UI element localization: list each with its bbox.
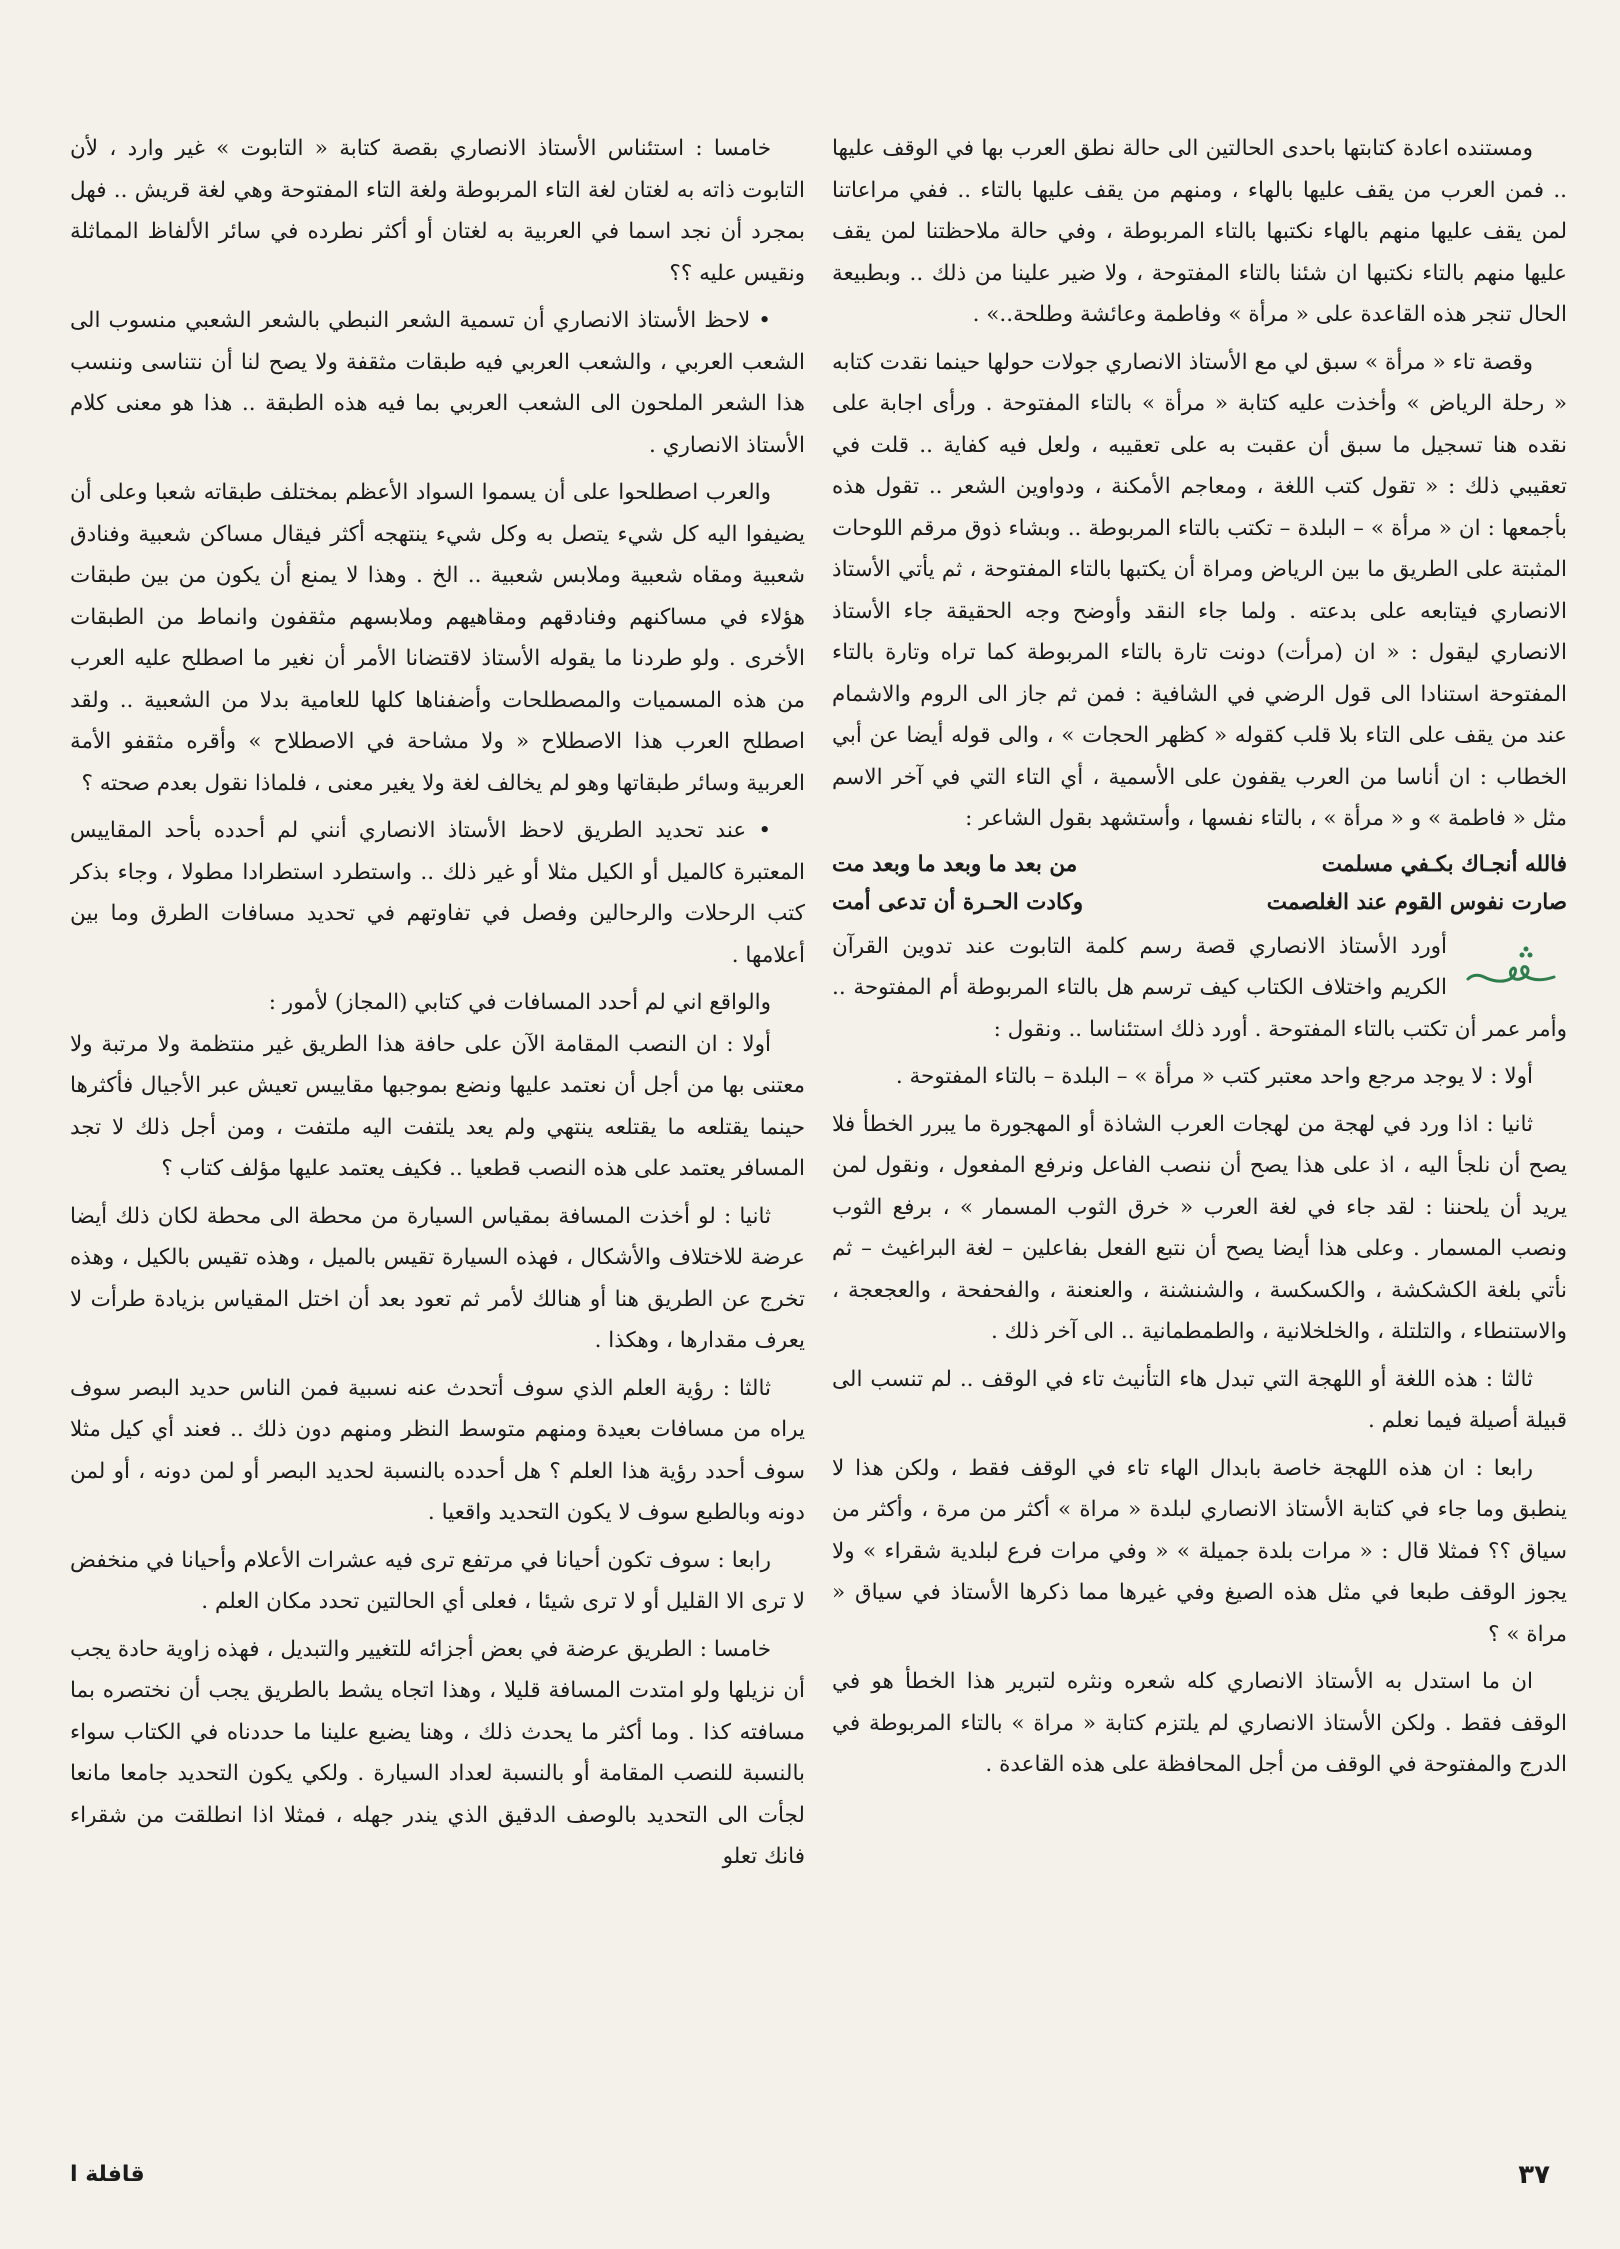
paragraph: ثالثا : رؤية العلم الذي سوف أتحدث عنه نسبية فمن الناس حديد البصر سوف يراه من مسافات بعيدة ومنهم متوسط النظر ومنهم دون ذلك .. فعند أي كيل مثلا سوف أحدد رؤية هذا العلم ؟ هل أحدده بالنسبة لحديد البصر أو لمن دونه ، أو لمن دونه وبالطبع سوف لا يكون التحديد واقعيا . (70, 1375, 805, 1525)
magazine-name: قافلة ا (70, 2162, 145, 2187)
verse-line (832, 846, 1567, 884)
paragraph: ثانيا : اذا ورد في لهجة من لهجات العرب الشاذة أو المهجورة ما يبرر الخطأ فلا يصح أن نلجأ اليه ، اذ على هذا يصح أن ننصب الفاعل ونرفع المفعول ، ونقول لمن يريد أن يلحننا : لقد جاء في لغة العرب « خرق الثوب المسمار » ، برفع الثوب ونصب المسمار . وعلى هذا أيضا يصح أن نتبع الفعل بفاعلين – لغة البراغيث – ثم نأتي بلغة الكشكشة ، والكسكسة ، والشنشنة ، والعنعنة ، والفحفحة ، والعجعجة ، والاستنطاء ، والتلتلة ، والخلخلانية ، والطمطمانية .. الى آخر ذلك . (832, 1111, 1567, 1344)
poem-verse (832, 846, 1567, 922)
paragraph: ثانيا : لو أخذت المسافة بمقياس السيارة من محطة الى محطة لكان ذلك أيضا عرضة للاختلاف والأشكال ، فهذه السيارة تقيس بالميل ، وهذه تقيس بالكيل ، وهذه تخرج عن الطريق هنا أو هنالك لأمر ثم تعود بعد أن اختل المقياس بزيادة طرأت لا يعرف مقدارها ، وهكذا . (70, 1203, 805, 1353)
paragraph: أولا : لا يوجد مرجع واحد معتبر كتب « مرأة » – البلدة – بالتاء المفتوحة . (895, 1064, 1533, 1089)
paragraph: أورد الأستاذ الانصاري قصة رسم كلمة التابوت عند تدوين القرآن الكريم واختلاف الكتاب كيف ترسم هل بالتاء المربوطة أم المفتوحة .. وأمر عمر أن تكتب بالتاء المفتوحة . أورد ذلك استئناسا .. ونقول : (832, 933, 1567, 1042)
hemistich: من بعد ما وبعد ما وبعد مت (832, 851, 1078, 877)
right-column (832, 128, 1567, 2133)
calligraphy-ornament-icon (1457, 930, 1567, 1004)
hemistich: فالله أنجـاك بكـفي مسلمت (1321, 851, 1567, 877)
paragraph: ان ما استدل به الأستاذ الانصاري كله شعره ونثره لتبرير هذا الخطأ هو في الوقف فقط . ولكن الأستاذ الانصاري لم يلتزم كتابة « مراة » بالتاء المربوطة في الدرج والمفتوحة في الوقف من أجل المحافظة على هذه القاعدة . (832, 1669, 1567, 1777)
page-number: ٣٧ (1518, 2160, 1550, 2190)
paragraph: رابعا : سوف تكون أحيانا في مرتفع ترى فيه عشرات الأعلام وأحيانا في منخفض لا ترى الا القليل أو لا ترى شيئا ، فعلى أي الحالتين تحدد مكان العلم . (70, 1547, 805, 1614)
paragraph: خامسا : الطريق عرضة في بعض أجزائه للتغيير والتبديل ، فهذه زاوية حادة يجب أن نزيلها ولو امتدت المسافة قليلا ، وهذا اتجاه يشط بالطريق يجب أن نختصره بما مسافته كذا . وما أكثر ما يحدث ذلك ، وهنا يضيع علينا ما حددناه في الكتاب سواء بالنسبة للنصب المقامة أو بالنسبة لعداد السيارة . ولكي يكون التحديد جامعا مانعا لجأت الى التحديد بالوصف الدقيق الذي يندر جهله ، فمثلا اذا انطلقت من شقراء فانك تعلو (70, 1636, 805, 1869)
paragraph: ثالثا : هذه اللغة أو اللهجة التي تبدل هاء التأنيث تاء في الوقف .. لم تنسب الى قبيلة أصيلة فيما نعلم . (832, 1366, 1567, 1433)
paragraph: ومستنده اعادة كتابتها باحدى الحالتين الى حالة نطق العرب بها في الوقف عليها .. فمن العرب من يقف عليها بالهاء ، ومنهم من يقف عليها بالتاء .. ففي مراعاتنا لمن يقف عليها منهم بالهاء نكتبها بالتاء المربوطة ، وفي حالة ملاحظتنا لمن يقف عليها منهم بالتاء نكتبها ان شئنا بالتاء المفتوحة ، ولا ضير علينا من ذلك .. وبطبيعة الحال تنجر هذه القاعدة على « مرأة » وفاطمة وعائشة وطلحة..» . (832, 136, 1567, 327)
left-column (70, 128, 805, 2133)
paragraph: والواقع اني لم أحدد المسافات في كتابي (المجاز) لأمور : (268, 990, 771, 1015)
paragraph: • لاحظ الأستاذ الانصاري أن تسمية الشعر النبطي بالشعر الشعبي منسوب الى الشعب العربي ، والشعب العربي فيه طبقات مثقفة ولا يصح لنا أن نتناسى وننسب هذا الشعر الملحون الى الشعب العربي بما فيه هذه الطبقة .. هذا هو معنى كلام الأستاذ الانصاري . (70, 308, 805, 458)
section-with-ornament (832, 926, 1567, 1051)
verse-line (832, 884, 1567, 922)
hemistich: صارت نفوس القوم عند الغلصمت (1266, 889, 1567, 915)
paragraph: رابعا : ان هذه اللهجة خاصة بابدال الهاء تاء في الوقف فقط ، ولكن هذا لا ينطبق وما جاء في كتابة الأستاذ الانصاري لبلدة « مراة » أكثر من مرة ، وأكثر من سياق ؟؟ فمثلا قال : « مرات بلدة جميلة » « وفي مرات فرع لبلدية شقراء » ولا يجوز الوقف طبعا في مثل هذه الصيغ وفي غيرها مما ذكرها الأستاذ في سياق « مراة » ؟ (832, 1455, 1567, 1647)
paragraph: وقصة تاء « مرأة » سبق لي مع الأستاذ الانصاري جولات حولها حينما نقدت كتابه « رحلة الرياض » وأخذت عليه كتابة « مرأة » بالتاء المفتوحة . ورأى اجابة على نقده هنا تسجيل ما سبق أن عقبت به على تعقيبه ، ولعل فيه كفاية .. قلت في تعقيبي ذلك : « تقول كتب اللغة ، ومعاجم الأمكنة ، ودواوين الشعر .. تقول هذه بأجمعها : ان « مرأة » – البلدة – تكتب بالتاء المربوطة .. وبشاء ذوق مرقم اللوحات المثبتة على الطريق ما بين الرياض ومراة أن يكتبها بالتاء المفتوحة ، ثم يأتي الأستاذ الانصاري فيتابعه على بدعته . ولما جاء النقد وأوضح وجه الحقيقة جاء الأستاذ الانصاري ليقول : « ان (مرأت) دونت تارة بالتاء المربوطة كما تراه وتارة بالتاء المفتوحة استنادا الى قول الرضي في الشافية : فمن ثم جاز الى الروم والاشمام عند من يقف على التاء بلا قلب كقوله « كظهر الحجات » ، والى قوله أيضا عن أبي الخطاب : ان أناسا من العرب يقفون على الأسمية ، أي التاء التي في آخر الاسم مثل « فاطمة » و « مرأة » ، بالتاء نفسها ، وأستشهد بقول الشاعر : (832, 349, 1567, 831)
paragraph: خامسا : استئناس الأستاذ الانصاري بقصة كتابة « التابوت » غير وارد ، لأن التابوت ذاته به لغتان لغة التاء المربوطة ولغة التاء المفتوحة وهي لغة قريش .. فهل بمجرد أن نجد اسما في العربية به لغتان أو أكثر نطرده في سائر الألفاظ المماثلة ونقيس عليه ؟؟ (70, 136, 805, 286)
paragraph: والعرب اصطلحوا على أن يسموا السواد الأعظم بمختلف طبقاته شعبا وعلى أن يضيفوا اليه كل شيء يتصل به وكل شيء ينتهجه أكثر فيقال مساكن شعبية وفنادق شعبية ومقاه شعبية وملابس شعبية .. الخ . وهذا لا يمنع أن يكون من بين طبقات هؤلاء في مساكنهم وفنادقهم ومقاهيهم وملابسهم مثقفون وانماط من الطبقات الأخرى . ولو طردنا ما يقوله الأستاذ لاقتضانا الأمر أن نغير ما اصطلح عليه العرب من هذه المسميات والمصطلحات وأضفناها كلها للعامية بدلا من الشعبية .. ولقد اصطلح العرب هذا الاصطلاح « ولا مشاحة في الاصطلاح » وأقره مثقفو الأمة العربية وسائر طبقاتها وهو لم يخالف لغة ولا يغير معنى ، فلماذا نقول بعدم صحته ؟ (70, 480, 805, 796)
hemistich: وكادت الحـرة أن تدعى أمت (832, 889, 1084, 915)
page-footer (0, 2160, 1620, 2200)
paragraph: • عند تحديد الطريق لاحظ الأستاذ الانصاري أنني لم أحدده بأحد المقاييس المعتبرة كالميل أو الكيل مثلا أو غير ذلك .. واستطرد استطرادا مطولا ، وجاء بذكر كتب الرحلات والرحالين وفصل في تفاوتهم في تحديد مسافات الطرق وما بين أعلامها . (70, 818, 805, 968)
paragraph: أولا : ان النصب المقامة الآن على حافة هذا الطريق غير منتظمة ولا مرتبة ولا معتنى بها من أجل أن نعتمد عليها ونضع بموجبها مقاييس تعيش عبر الأجيال فأكثرها حينما يقتلعه ما يقتلعه ينتهي ولم يعد يلتفت اليه ملتفت ، ومن أجل ذلك لا تجد المسافر يعتمد على هذه النصب قطعيا .. فكيف يعتمد عليها مؤلف كتاب ؟ (70, 1031, 805, 1181)
